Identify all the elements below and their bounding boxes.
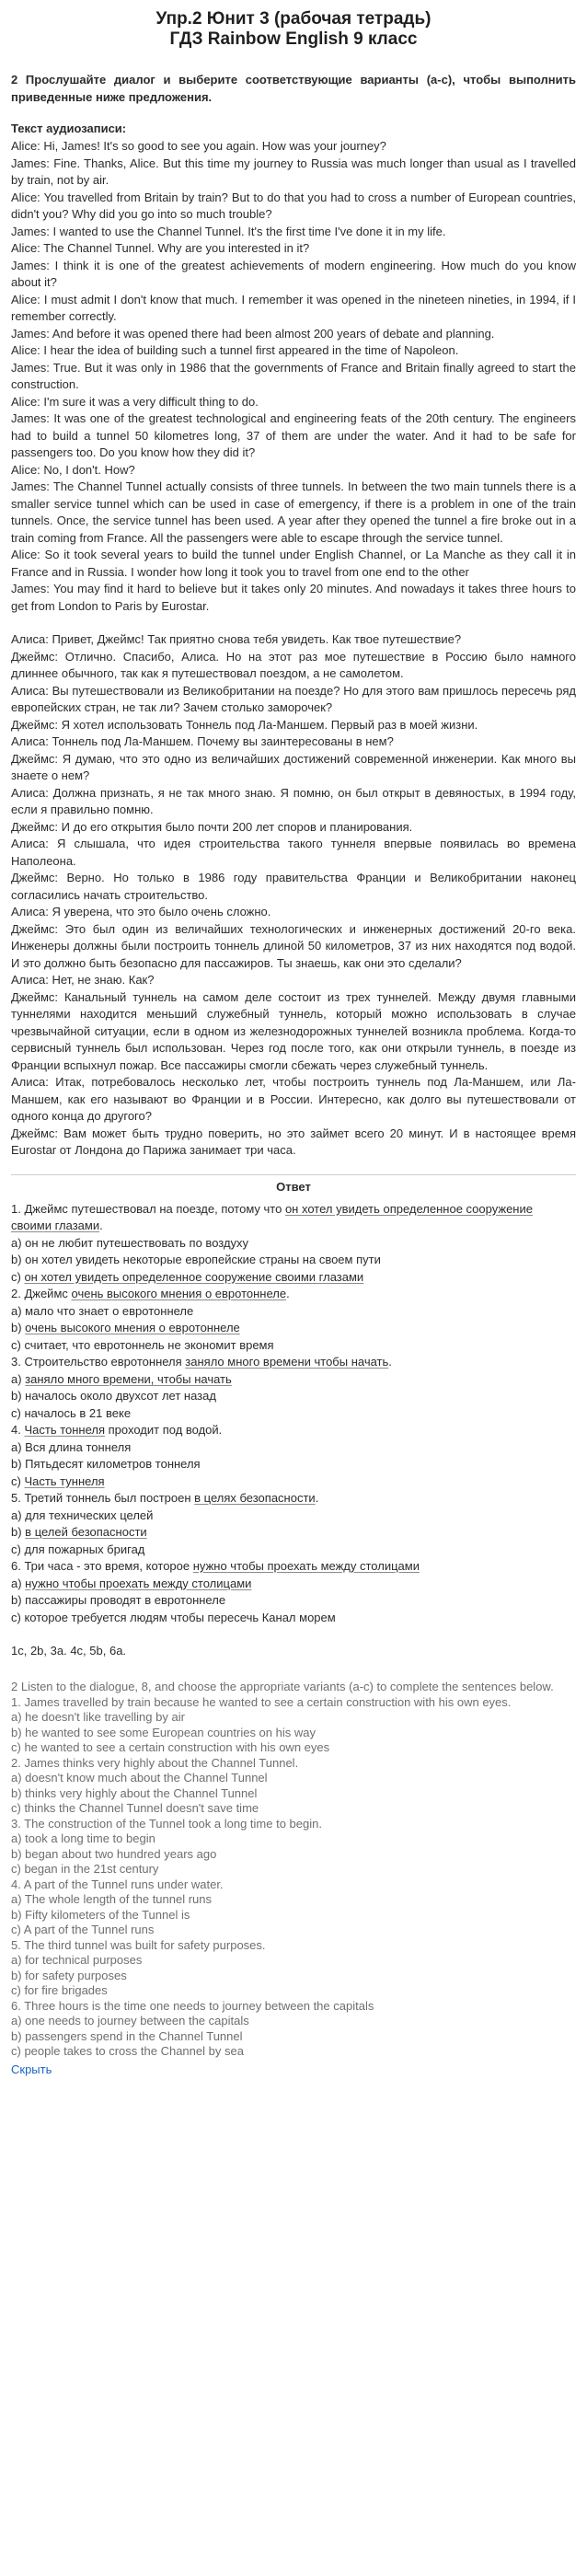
collapse-link[interactable]: Скрыть — [11, 2062, 52, 2076]
highlighted-answer: очень высокого мнения о евротоннеле — [25, 1321, 240, 1334]
transcript-line: James: And before it was opened there had been almost 200 years of debate and planning. — [11, 326, 495, 341]
transcript-line: Джеймс: Верно. Но только в 1986 году правительства Франции и Великобритании наконец согласились начать строительство. — [11, 871, 576, 902]
highlighted-answer: заняло много времени чтобы начать — [185, 1355, 389, 1369]
answer-text: 2. Джеймс — [11, 1287, 72, 1300]
answer-line: a) for technical purposes — [11, 1953, 143, 1967]
answer-line: 4. A part of the Tunnel runs under water. — [11, 1877, 224, 1891]
answer-line: c) he wanted to see a certain construction with his own eyes — [11, 1740, 330, 1754]
highlighted-answer: Часть тоннеля — [24, 1423, 106, 1437]
transcript-line: Alice: The Channel Tunnel. Why are you interested in it? — [11, 241, 310, 255]
answer-text: 6. Три часа - это время, которое — [11, 1559, 193, 1573]
answer-text: a) он не любит путешествовать по воздуху — [11, 1235, 249, 1250]
answer-heading: Ответ — [276, 1179, 311, 1194]
answer-text: 3. Строительство евротоннеля — [11, 1355, 186, 1369]
transcript-line: Джеймс: Канальный туннель на самом деле состоит из трех туннелей. Между двумя главными туннелями находится меньший служебный туннель, который можно использовать в случае чрезвычайной ситуации, если в одном из железнодорожных туннелей возникла проблема. Когда-то сервисный туннель был использован. Через год после того, как они открыли туннель, в поезде из Франции вспыхнул пожар. Все пассажиры смогли сбежать через служебный туннель. — [11, 989, 576, 1072]
answer-line — [11, 1388, 576, 1405]
answer-text: b) началось около двухсот лет назад — [11, 1389, 216, 1403]
answer-line: 1. James travelled by train because he wanted to see a certain construction with his own eyes. — [11, 1694, 512, 1709]
answer-text: . — [315, 1491, 319, 1505]
answer-line: b) for safety purposes — [11, 1968, 127, 1982]
answer-line — [11, 1320, 576, 1337]
answer-line: 2. James thinks very highly about the Channel Tunnel. — [11, 1755, 299, 1770]
answer-line: a) The whole length of the tunnel runs — [11, 1892, 213, 1906]
transcript-english — [11, 138, 576, 615]
answer-line — [11, 1201, 576, 1235]
transcript-line: Джеймс: Я думаю, что это одно из величайших достижений современной инженерии. Как много вы знаете о нем? — [11, 751, 576, 782]
task-instruction: 2 Прослушайте диалог и выберите соответствующие варианты (a-c), чтобы выполнить приведенные ниже предложения. — [11, 73, 576, 104]
transcript-line: Alice: I hear the idea of building such a tunnel first appeared in the time of Napoleon. — [11, 343, 459, 357]
answer-line — [11, 1490, 576, 1507]
highlighted-answer: в целях безопасности — [194, 1491, 316, 1505]
english-task: 2 Listen to the dialogue, 8, and choose the appropriate variants (a-c) to complete the sentences below. — [11, 1680, 554, 1693]
transcript-line: Алиса: Итак, потребовалось несколько лет, чтобы построить туннель под Ла-Маншем, или Ла-Маншем, как его называют во Франции и в России. Интересно, как долго вы путешествовали от одного конца до другого? — [11, 1075, 576, 1123]
answers-russian — [11, 1201, 576, 1627]
transcript-line: Алиса: Должна признать, я не так много знаю. Я помню, он был открыт в девяностых, в 1994 году, если я правильно помню. — [11, 785, 576, 816]
answer-line — [11, 1439, 576, 1457]
answer-line: a) took a long time to begin — [11, 1831, 155, 1845]
answer-text: a) — [11, 1371, 26, 1386]
answer-text: a) — [11, 1576, 26, 1590]
answer-line: 5. The third tunnel was built for safety purposes. — [11, 1937, 266, 1952]
answer-line: c) began in the 21st century — [11, 1862, 159, 1876]
answer-line: b) thinks very highly about the Channel Tunnel — [11, 1785, 258, 1800]
answer-text: a) для технических целей — [11, 1507, 154, 1522]
transcript-russian — [11, 631, 576, 1160]
transcript-line: Алиса: Нет, не знаю. Как? — [11, 973, 155, 987]
transcript-line: James: It was one of the greatest technological and engineering feats of the 20th century. The engineers had to build a tunnel 50 kilometres long, 37 of them are under the water. And it had to be safe for passengers too. Do you know how they did it? — [11, 411, 576, 459]
answer-key: 1c, 2b, 3a. 4c, 5b, 6a. — [11, 1644, 127, 1658]
answer-line: a) he doesn't like travelling by air — [11, 1710, 185, 1724]
answer-text: 1. Джеймс путешествовал на поезде, потому что — [11, 1201, 285, 1216]
answer-text: c) для пожарных бригад — [11, 1542, 145, 1556]
answer-line: 3. The construction of the Tunnel took a long time to begin. — [11, 1816, 322, 1831]
answer-text: . — [99, 1219, 103, 1232]
transcript-line: James: The Channel Tunnel actually consists of three tunnels. In between the two main tunnels there is a smaller service tunnel which can be used in case of emergency, if there is a problem in one of the train tunnels. Once, the service tunnel has been used. A year after they opened the tunnel a fire broke out in a train coming from France. All the passengers were able to escape through the service tunnel. — [11, 479, 576, 545]
answer-text: 4. — [11, 1423, 25, 1437]
answer-line: b) Fifty kilometers of the Tunnel is — [11, 1907, 190, 1922]
transcript-line: Джеймс: Это был один из величайших технологических и инженерных достижений 20-го века. Инженеры должны были построить тоннель длиной 50 километров, 37 из них находятся под водой. И это должно быть безопасно для пассажиров. Ты знаешь, как они это сделали? — [11, 921, 576, 970]
title-line-2: ГДЗ Rainbow English 9 класс — [169, 29, 418, 49]
answer-line: 6. Three hours is the time one needs to journey between the capitals — [11, 1998, 374, 2013]
answer-line — [11, 1542, 576, 1559]
answer-line — [11, 1354, 576, 1371]
transcript-line: Алиса: Привет, Джеймс! Так приятно снова тебя увидеть. Как твое путешествие? — [11, 632, 462, 646]
transcript-line: Alice: I'm sure it was a very difficult thing to do. — [11, 394, 259, 409]
answer-text: a) Вся длина тоннеля — [11, 1439, 132, 1454]
transcript-line: Alice: I must admit I don't know that much. I remember it was opened in the nineteen nineties, in 1994, if I remember correctly. — [11, 292, 576, 323]
highlighted-answer: Часть туннеля — [24, 1473, 105, 1488]
transcript-line: Алиса: Вы путешествовали из Великобритании на поезде? Но для этого вам пришлось пересечь ряд европейских стран, не так ли? Зачем столько заморочек? — [11, 683, 576, 714]
english-section — [11, 1680, 576, 2060]
highlighted-answer: он хотел увидеть определенное сооружение своими глазами — [11, 1201, 533, 1232]
transcript-line: Alice: Hi, James! It's so good to see you again. How was your journey? — [11, 139, 386, 153]
answer-line — [11, 1456, 576, 1473]
spacer — [11, 615, 576, 631]
answer-text: c) началось в 21 веке — [11, 1405, 132, 1420]
answer-line: a) one needs to journey between the capitals — [11, 2014, 249, 2027]
page-title — [11, 9, 576, 50]
answer-text: b) пассажиры проводят в евротоннеле — [11, 1593, 226, 1607]
highlighted-answer: он хотел увидеть определенное сооружение своими глазами — [24, 1269, 364, 1284]
answer-line — [11, 1422, 576, 1439]
transcript-heading: Текст аудиозаписи: — [11, 121, 127, 135]
transcript-line: Джеймс: Вам может быть трудно поверить, но это займет всего 20 минут. И в настоящее время Eurostar от Лондона до Парижа занимает три часа. — [11, 1126, 576, 1157]
answer-line: b) he wanted to see some European countries on his way — [11, 1725, 316, 1739]
transcript-line: Джеймс: Отлично. Спасибо, Алиса. Но на этот раз мое путешествие в Россию было намного длиннее обычного, так как я путешествовал поездом, а не самолетом. — [11, 649, 576, 680]
answer-line: c) A part of the Tunnel runs — [11, 1923, 155, 1936]
answer-line — [11, 1286, 576, 1303]
transcript-line: Alice: So it took several years to build the tunnel under English Channel, or La Manche as they call it in France and in Russia. I wonder how long it took you to travel from one end to the other — [11, 548, 576, 579]
answer-line — [11, 1252, 576, 1269]
answer-line — [11, 1558, 576, 1576]
answer-line — [11, 1507, 576, 1525]
answer-line — [11, 1235, 576, 1253]
highlighted-answer: нужно чтобы проехать между столицами — [192, 1559, 420, 1573]
answer-line — [11, 1524, 576, 1542]
answer-text: b) Пятьдесят километров тоннеля — [11, 1457, 201, 1471]
answer-divider — [11, 1174, 576, 1175]
answers-english — [11, 1695, 576, 2060]
answer-line: c) people takes to cross the Channel by sea — [11, 2044, 244, 2058]
answer-line — [11, 1610, 576, 1627]
answer-line: c) thinks the Channel Tunnel doesn't save time — [11, 1801, 259, 1815]
highlighted-answer: нужно чтобы проехать между столицами — [25, 1576, 252, 1590]
highlighted-answer: заняло много времени, чтобы начать — [25, 1371, 232, 1386]
transcript-line: Алиса: Я слышала, что идея строительства такого туннеля впервые появилась во времена Наполеона. — [11, 837, 576, 868]
answer-line: c) for fire brigades — [11, 1983, 108, 1997]
answer-line — [11, 1576, 576, 1593]
answer-text: a) мало что знает о евротоннеле — [11, 1303, 194, 1318]
answer-text: c) считает, что евротоннель не экономит время — [11, 1337, 274, 1352]
answer-line: a) doesn't know much about the Channel Tunnel — [11, 1771, 268, 1785]
answer-line: b) began about two hundred years ago — [11, 1846, 217, 1861]
transcript-line: Алиса: Я уверена, что это было очень сложно. — [11, 905, 271, 918]
highlighted-answer: в целей безопасности — [25, 1525, 147, 1539]
answer-text: b) — [11, 1525, 26, 1539]
highlighted-answer: очень высокого мнения о евротоннеле — [71, 1287, 287, 1300]
answer-text: b) он хотел увидеть некоторые европейские страны на своем пути — [11, 1253, 381, 1266]
answer-line — [11, 1592, 576, 1610]
title-line-1: Упр.2 Юнит 3 (рабочая тетрадь) — [155, 9, 432, 29]
answer-line — [11, 1405, 576, 1423]
transcript-line: James: You may find it hard to believe but it takes only 20 minutes. And nowadays it takes three hours to get from London to Paris by Eurostar. — [11, 582, 576, 613]
answer-text: c) — [11, 1269, 25, 1284]
answer-text: 5. Третий тоннель был построен — [11, 1491, 195, 1505]
transcript-line: Alice: No, I don't. How? — [11, 462, 135, 477]
transcript-line: Alice: You travelled from Britain by train? But to do that you had to cross a number of European countries, didn't you? Why did you go into so much trouble? — [11, 190, 576, 221]
answer-line — [11, 1473, 576, 1491]
answer-text: . — [388, 1355, 392, 1369]
answer-line — [11, 1337, 576, 1355]
transcript-line: James: Fine. Thanks, Alice. But this time my journey to Russia was much longer than usual as I travelled by train, not by air. — [11, 156, 576, 187]
transcript-line: Джеймс: И до его открытия было почти 200 лет споров и планирования. — [11, 819, 413, 834]
transcript-line: James: I think it is one of the greatest achievements of modern engineering. How much do you know about it? — [11, 258, 576, 289]
answer-text: c) — [11, 1473, 25, 1488]
answer-line: b) passengers spend in the Channel Tunnel — [11, 2028, 243, 2043]
transcript-line: Алиса: Тоннель под Ла-Маншем. Почему вы заинтересованы в нем? — [11, 734, 394, 748]
answer-line — [11, 1303, 576, 1321]
answer-line — [11, 1371, 576, 1389]
answer-text: c) которое требуется людям чтобы пересечь Канал морем — [11, 1610, 336, 1624]
transcript-line: Джеймс: Я хотел использовать Тоннель под Ла-Маншем. Первый раз в моей жизни. — [11, 717, 478, 732]
answer-text: проходит под водой. — [105, 1423, 223, 1437]
answer-line — [11, 1269, 576, 1287]
answer-text: . — [286, 1287, 290, 1300]
transcript-line: James: True. But it was only in 1986 that the governments of France and Britain finally agreed to start the construction. — [11, 360, 576, 391]
transcript-line: James: I wanted to use the Channel Tunnel. It's the first time I've done it in my life. — [11, 224, 446, 238]
answer-text: b) — [11, 1321, 26, 1334]
